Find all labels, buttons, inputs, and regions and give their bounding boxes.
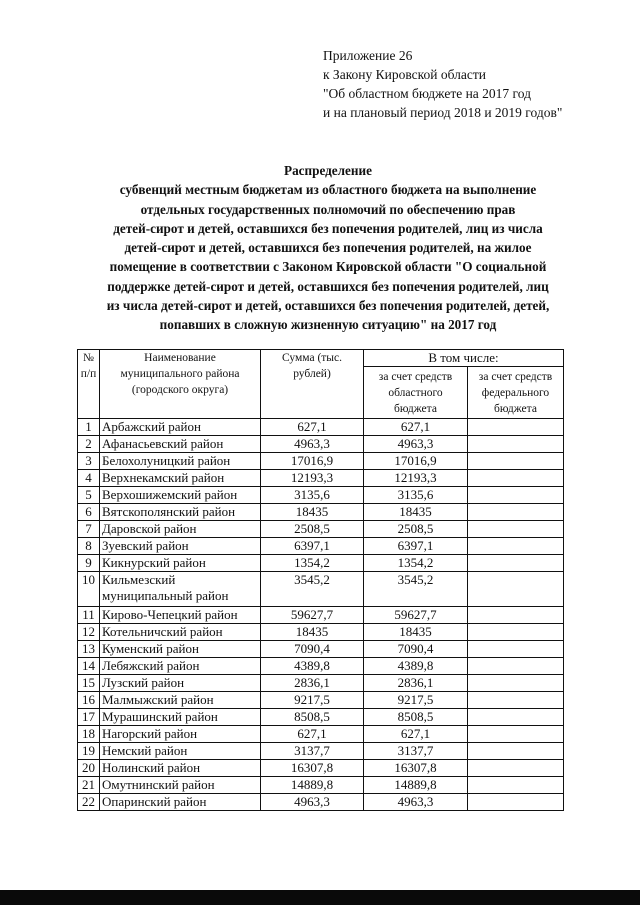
annex-line: к Закону Кировской области bbox=[323, 67, 487, 82]
sum-regional: 9217,5 bbox=[364, 692, 468, 709]
sum-total: 14889,8 bbox=[261, 777, 364, 794]
sum-federal bbox=[468, 692, 564, 709]
header-regional: за счет средств областного бюджета bbox=[364, 367, 468, 419]
title-line: детей-сирот и детей, оставшихся без попечения родителей, лиц из числа bbox=[113, 220, 543, 236]
header-sum: Сумма (тыс. рублей) bbox=[261, 350, 364, 419]
table-body bbox=[78, 419, 564, 811]
sum-total: 3545,2 bbox=[261, 572, 364, 607]
sum-total: 7090,4 bbox=[261, 641, 364, 658]
sum-total: 8508,5 bbox=[261, 709, 364, 726]
title-line: из числа детей-сирот и детей, оставшихся без попечения родителей, детей, bbox=[106, 298, 550, 314]
sum-total: 59627,7 bbox=[261, 607, 364, 624]
sum-regional: 7090,4 bbox=[364, 641, 468, 658]
row-number: 22 bbox=[78, 794, 100, 811]
sum-total: 6397,1 bbox=[261, 538, 364, 555]
sum-total: 2508,5 bbox=[261, 521, 364, 538]
sum-regional: 3545,2 bbox=[364, 572, 468, 607]
sum-federal bbox=[468, 487, 564, 504]
annex-header bbox=[323, 46, 562, 122]
sum-federal bbox=[468, 726, 564, 743]
district-name: Омутнинский район bbox=[100, 777, 261, 794]
sum-federal bbox=[468, 521, 564, 538]
sum-total: 1354,2 bbox=[261, 555, 364, 572]
sum-regional: 4963,3 bbox=[364, 436, 468, 453]
table-row bbox=[78, 470, 564, 487]
sum-total: 627,1 bbox=[261, 726, 364, 743]
sum-federal bbox=[468, 777, 564, 794]
district-name: Нагорский район bbox=[100, 726, 261, 743]
sum-total: 16307,8 bbox=[261, 760, 364, 777]
district-name: Зуевский район bbox=[100, 538, 261, 555]
annex-line: Приложение 26 bbox=[323, 48, 413, 63]
row-number: 3 bbox=[78, 453, 100, 470]
row-number: 14 bbox=[78, 658, 100, 675]
sum-total: 3137,7 bbox=[261, 743, 364, 760]
sum-federal bbox=[468, 675, 564, 692]
sum-regional: 14889,8 bbox=[364, 777, 468, 794]
sum-regional: 627,1 bbox=[364, 419, 468, 436]
sum-federal bbox=[468, 794, 564, 811]
header-num: № п/п bbox=[78, 350, 100, 419]
sum-total: 3135,6 bbox=[261, 487, 364, 504]
row-number: 12 bbox=[78, 624, 100, 641]
sum-regional: 2508,5 bbox=[364, 521, 468, 538]
row-number: 2 bbox=[78, 436, 100, 453]
sum-federal bbox=[468, 709, 564, 726]
sum-total: 2836,1 bbox=[261, 675, 364, 692]
sum-total: 18435 bbox=[261, 504, 364, 521]
table-row bbox=[78, 453, 564, 470]
sum-regional: 1354,2 bbox=[364, 555, 468, 572]
row-number: 9 bbox=[78, 555, 100, 572]
sum-total: 17016,9 bbox=[261, 453, 364, 470]
table-row bbox=[78, 658, 564, 675]
document-title bbox=[78, 161, 578, 335]
sum-regional: 17016,9 bbox=[364, 453, 468, 470]
sum-federal bbox=[468, 743, 564, 760]
district-name: Даровской район bbox=[100, 521, 261, 538]
title-line: детей-сирот и детей, оставшихся без попечения родителей, на жилое bbox=[124, 240, 532, 256]
annex-line: "Об областном бюджете на 2017 год bbox=[323, 86, 531, 101]
sum-total: 4963,3 bbox=[261, 436, 364, 453]
sum-total: 4389,8 bbox=[261, 658, 364, 675]
sum-federal bbox=[468, 436, 564, 453]
table-row bbox=[78, 504, 564, 521]
sum-regional: 59627,7 bbox=[364, 607, 468, 624]
scan-edge bbox=[0, 890, 640, 905]
table-row bbox=[78, 641, 564, 658]
header-including: В том числе: bbox=[364, 350, 564, 367]
district-name: Лузский район bbox=[100, 675, 261, 692]
district-name: Арбажский район bbox=[100, 419, 261, 436]
table-row bbox=[78, 624, 564, 641]
row-number: 6 bbox=[78, 504, 100, 521]
sum-federal bbox=[468, 572, 564, 607]
table-row bbox=[78, 709, 564, 726]
sum-federal bbox=[468, 555, 564, 572]
header-federal: за счет средств федерального бюджета bbox=[468, 367, 564, 419]
table-row bbox=[78, 743, 564, 760]
district-name: Кильмезский муниципальный район bbox=[100, 572, 261, 607]
sum-regional: 4963,3 bbox=[364, 794, 468, 811]
table-row bbox=[78, 419, 564, 436]
row-number: 20 bbox=[78, 760, 100, 777]
table-row bbox=[78, 607, 564, 624]
district-name: Котельничский район bbox=[100, 624, 261, 641]
row-number: 1 bbox=[78, 419, 100, 436]
district-name: Вятскополянский район bbox=[100, 504, 261, 521]
sum-regional: 3135,6 bbox=[364, 487, 468, 504]
sum-federal bbox=[468, 607, 564, 624]
table-row bbox=[78, 726, 564, 743]
sum-federal bbox=[468, 760, 564, 777]
row-number: 8 bbox=[78, 538, 100, 555]
sum-federal bbox=[468, 453, 564, 470]
table-row bbox=[78, 538, 564, 555]
table-row bbox=[78, 436, 564, 453]
district-name: Немский район bbox=[100, 743, 261, 760]
district-name: Куменский район bbox=[100, 641, 261, 658]
title-line: помещение в соответствии с Законом Кировской области "О социальной bbox=[109, 259, 547, 275]
district-name: Кикнурский район bbox=[100, 555, 261, 572]
sum-regional: 18435 bbox=[364, 624, 468, 641]
row-number: 7 bbox=[78, 521, 100, 538]
sum-federal bbox=[468, 504, 564, 521]
row-number: 21 bbox=[78, 777, 100, 794]
title-line: поддержке детей-сирот и детей, оставшихся без попечения родителей, лиц bbox=[107, 278, 549, 294]
table-row bbox=[78, 794, 564, 811]
sum-regional: 6397,1 bbox=[364, 538, 468, 555]
sum-regional: 8508,5 bbox=[364, 709, 468, 726]
sum-total: 12193,3 bbox=[261, 470, 364, 487]
district-name: Опаринский район bbox=[100, 794, 261, 811]
row-number: 10 bbox=[78, 572, 100, 607]
title-line: Распределение bbox=[284, 163, 372, 178]
table-row bbox=[78, 760, 564, 777]
district-name: Кирово-Чепецкий район bbox=[100, 607, 261, 624]
district-name: Белохолуницкий район bbox=[100, 453, 261, 470]
sum-regional: 12193,3 bbox=[364, 470, 468, 487]
table-row bbox=[78, 521, 564, 538]
sum-regional: 3137,7 bbox=[364, 743, 468, 760]
sum-federal bbox=[468, 624, 564, 641]
row-number: 15 bbox=[78, 675, 100, 692]
sum-federal bbox=[468, 538, 564, 555]
sum-federal bbox=[468, 658, 564, 675]
row-number: 17 bbox=[78, 709, 100, 726]
sum-regional: 18435 bbox=[364, 504, 468, 521]
sum-regional: 16307,8 bbox=[364, 760, 468, 777]
row-number: 4 bbox=[78, 470, 100, 487]
district-name: Малмыжский район bbox=[100, 692, 261, 709]
district-name: Мурашинский район bbox=[100, 709, 261, 726]
table-row bbox=[78, 555, 564, 572]
district-name: Афанасьевский район bbox=[100, 436, 261, 453]
row-number: 19 bbox=[78, 743, 100, 760]
sum-regional: 2836,1 bbox=[364, 675, 468, 692]
sum-total: 627,1 bbox=[261, 419, 364, 436]
sum-total: 4963,3 bbox=[261, 794, 364, 811]
district-name: Верхошижемский район bbox=[100, 487, 261, 504]
row-number: 11 bbox=[78, 607, 100, 624]
subvention-table bbox=[77, 349, 564, 811]
row-number: 18 bbox=[78, 726, 100, 743]
row-number: 13 bbox=[78, 641, 100, 658]
sum-federal bbox=[468, 470, 564, 487]
table-row bbox=[78, 487, 564, 504]
sum-federal bbox=[468, 419, 564, 436]
district-name: Верхнекамский район bbox=[100, 470, 261, 487]
title-line: попавших в сложную жизненную ситуацию" на 2017 год bbox=[159, 317, 497, 333]
district-name: Лебяжский район bbox=[100, 658, 261, 675]
table-row bbox=[78, 572, 564, 607]
district-name: Нолинский район bbox=[100, 760, 261, 777]
sum-regional: 4389,8 bbox=[364, 658, 468, 675]
title-line: отдельных государственных полномочий по обеспечению прав bbox=[140, 201, 516, 217]
header-name: Наименование муниципального района (городского округа) bbox=[100, 350, 261, 419]
title-line: субвенций местным бюджетам из областного бюджета на выполнение bbox=[119, 182, 537, 198]
row-number: 5 bbox=[78, 487, 100, 504]
row-number: 16 bbox=[78, 692, 100, 709]
annex-line: и на плановый период 2018 и 2019 годов" bbox=[323, 105, 563, 120]
sum-total: 9217,5 bbox=[261, 692, 364, 709]
table-row bbox=[78, 692, 564, 709]
sum-federal bbox=[468, 641, 564, 658]
table-row bbox=[78, 675, 564, 692]
sum-regional: 627,1 bbox=[364, 726, 468, 743]
table-row bbox=[78, 777, 564, 794]
sum-total: 18435 bbox=[261, 624, 364, 641]
